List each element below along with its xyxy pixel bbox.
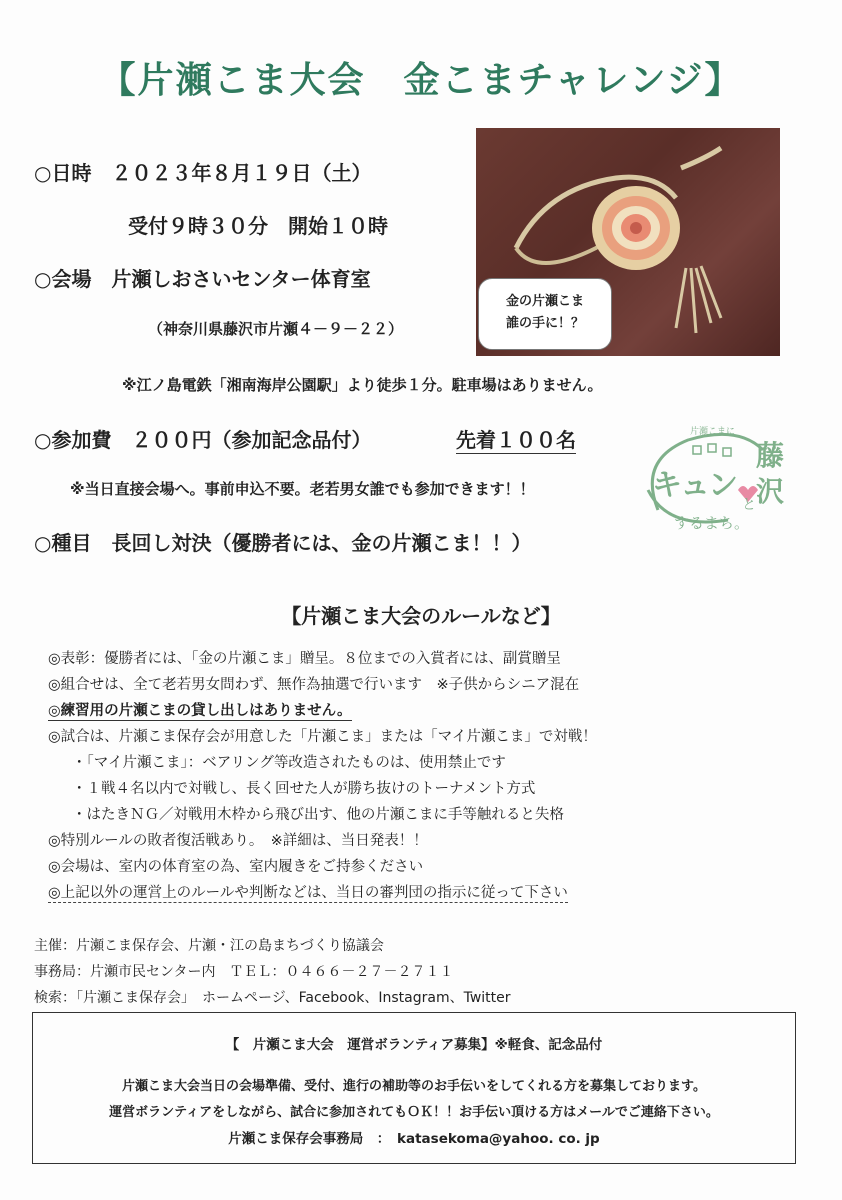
host-line: 主催：片瀬こま保存会、片瀬・江の島まちづくり協議会 (34, 938, 384, 954)
rules-title: 【片瀬こま大会のルールなど】 (281, 604, 561, 628)
rule-subitem: ・はたきＮＧ／対戦用木枠から飛び出す、他の片瀬こまに手等触れると失格 (72, 807, 564, 823)
rule-item: ◎表彰：優勝者には、「金の片瀬こま」贈呈。８位までの入賞者には、副賞贈呈 (48, 651, 561, 667)
volunteer-box (32, 1012, 796, 1164)
event-fee: ○参加費 ２００円（参加記念品付） (34, 428, 372, 452)
photo-speech-bubble (478, 278, 612, 350)
access-note: ※江ノ島電鉄「湘南海岸公園駅」より徒歩１分。駐車場はありません。 (122, 376, 603, 394)
page-title: 【片瀬こま大会 金こまチャレンジ】 (99, 60, 743, 101)
capacity-note: 先着１００名 (456, 424, 576, 454)
rule-item: ◎上記以外の運営上のルールや判断などは、当日の審判団の指示に従って下さい (48, 881, 568, 903)
rule-item: ◎組合せは、全て老若男女問わず、無作為抽選で行います ※子供からシニア混在 (48, 677, 580, 693)
volunteer-contact: 片瀬こま保存会事務局 ： katasekoma@yahoo. co. jp (228, 1131, 600, 1147)
event-address: （神奈川県藤沢市片瀬４－９－２２） (148, 320, 404, 338)
volunteer-line-1: 片瀬こま大会当日の会場準備、受付、進行の補助等のお手伝いをしてくれる方を募集しております。 (122, 1079, 706, 1094)
rule-item: ◎会場は、室内の体育室の為、室内履きをご持参ください (48, 859, 424, 875)
office-line: 事務局：片瀬市民センター内 ＴＥＬ：０４６６－２７－２７１１ (34, 964, 454, 980)
logo-sawa: 沢 (756, 475, 785, 508)
event-venue: ○会場 片瀬しおさいセンター体育室 (34, 267, 371, 291)
logo-small-text: 片瀬こまに (690, 427, 736, 437)
event-date: ○日時 ２０２３年８月１９日（土） (34, 161, 372, 185)
fujisawa-logo (638, 420, 788, 560)
search-line: 検索：「片瀬こま保存会」 ホームページ、Facebook、Instagram、Twitter (34, 990, 511, 1006)
rule-subitem: ・１戦４名以内で対戦し、長く回せた人が勝ち抜けのトーナメント方式 (72, 781, 536, 797)
event-category: ○種目 長回し対決（優勝者には、金の片瀬こま！！） (34, 531, 532, 555)
volunteer-line-2: 運営ボランティアをしながら、試合に参加されてもＯＫ！！お手伝い頂ける方はメールでご連絡下さい。 (109, 1105, 719, 1120)
logo-fuji: 藤 (756, 439, 785, 472)
event-time: 受付９時３０分 開始１０時 (128, 214, 388, 238)
logo-to: と (742, 497, 756, 513)
rule-subitem: ・「マイ片瀬こま」：ベアリング等改造されたものは、使用禁止です (72, 755, 506, 771)
rule-item: ◎練習用の片瀬こまの貸し出しはありません。 (48, 699, 352, 721)
rule-item: ◎特別ルールの敗者復活戦あり。 ※詳細は、当日発表！！ (48, 833, 428, 849)
bubble-line-1: 金の片瀬こま (505, 294, 584, 309)
volunteer-heading: 【 片瀬こま大会 運営ボランティア募集】※軽食、記念品付 (225, 1037, 603, 1053)
logo-kyun: キュン (652, 468, 736, 503)
fee-note: ※当日直接会場へ。事前申込不要。老若男女誰でも参加できます！！ (70, 480, 535, 498)
bubble-line-2: 誰の手に！？ (505, 316, 584, 331)
rule-item: ◎試合は、片瀬こま保存会が用意した「片瀬こま」または「マイ片瀬こま」で対戦！ (48, 729, 597, 745)
logo-bottom-text: するまち。 (674, 514, 750, 532)
